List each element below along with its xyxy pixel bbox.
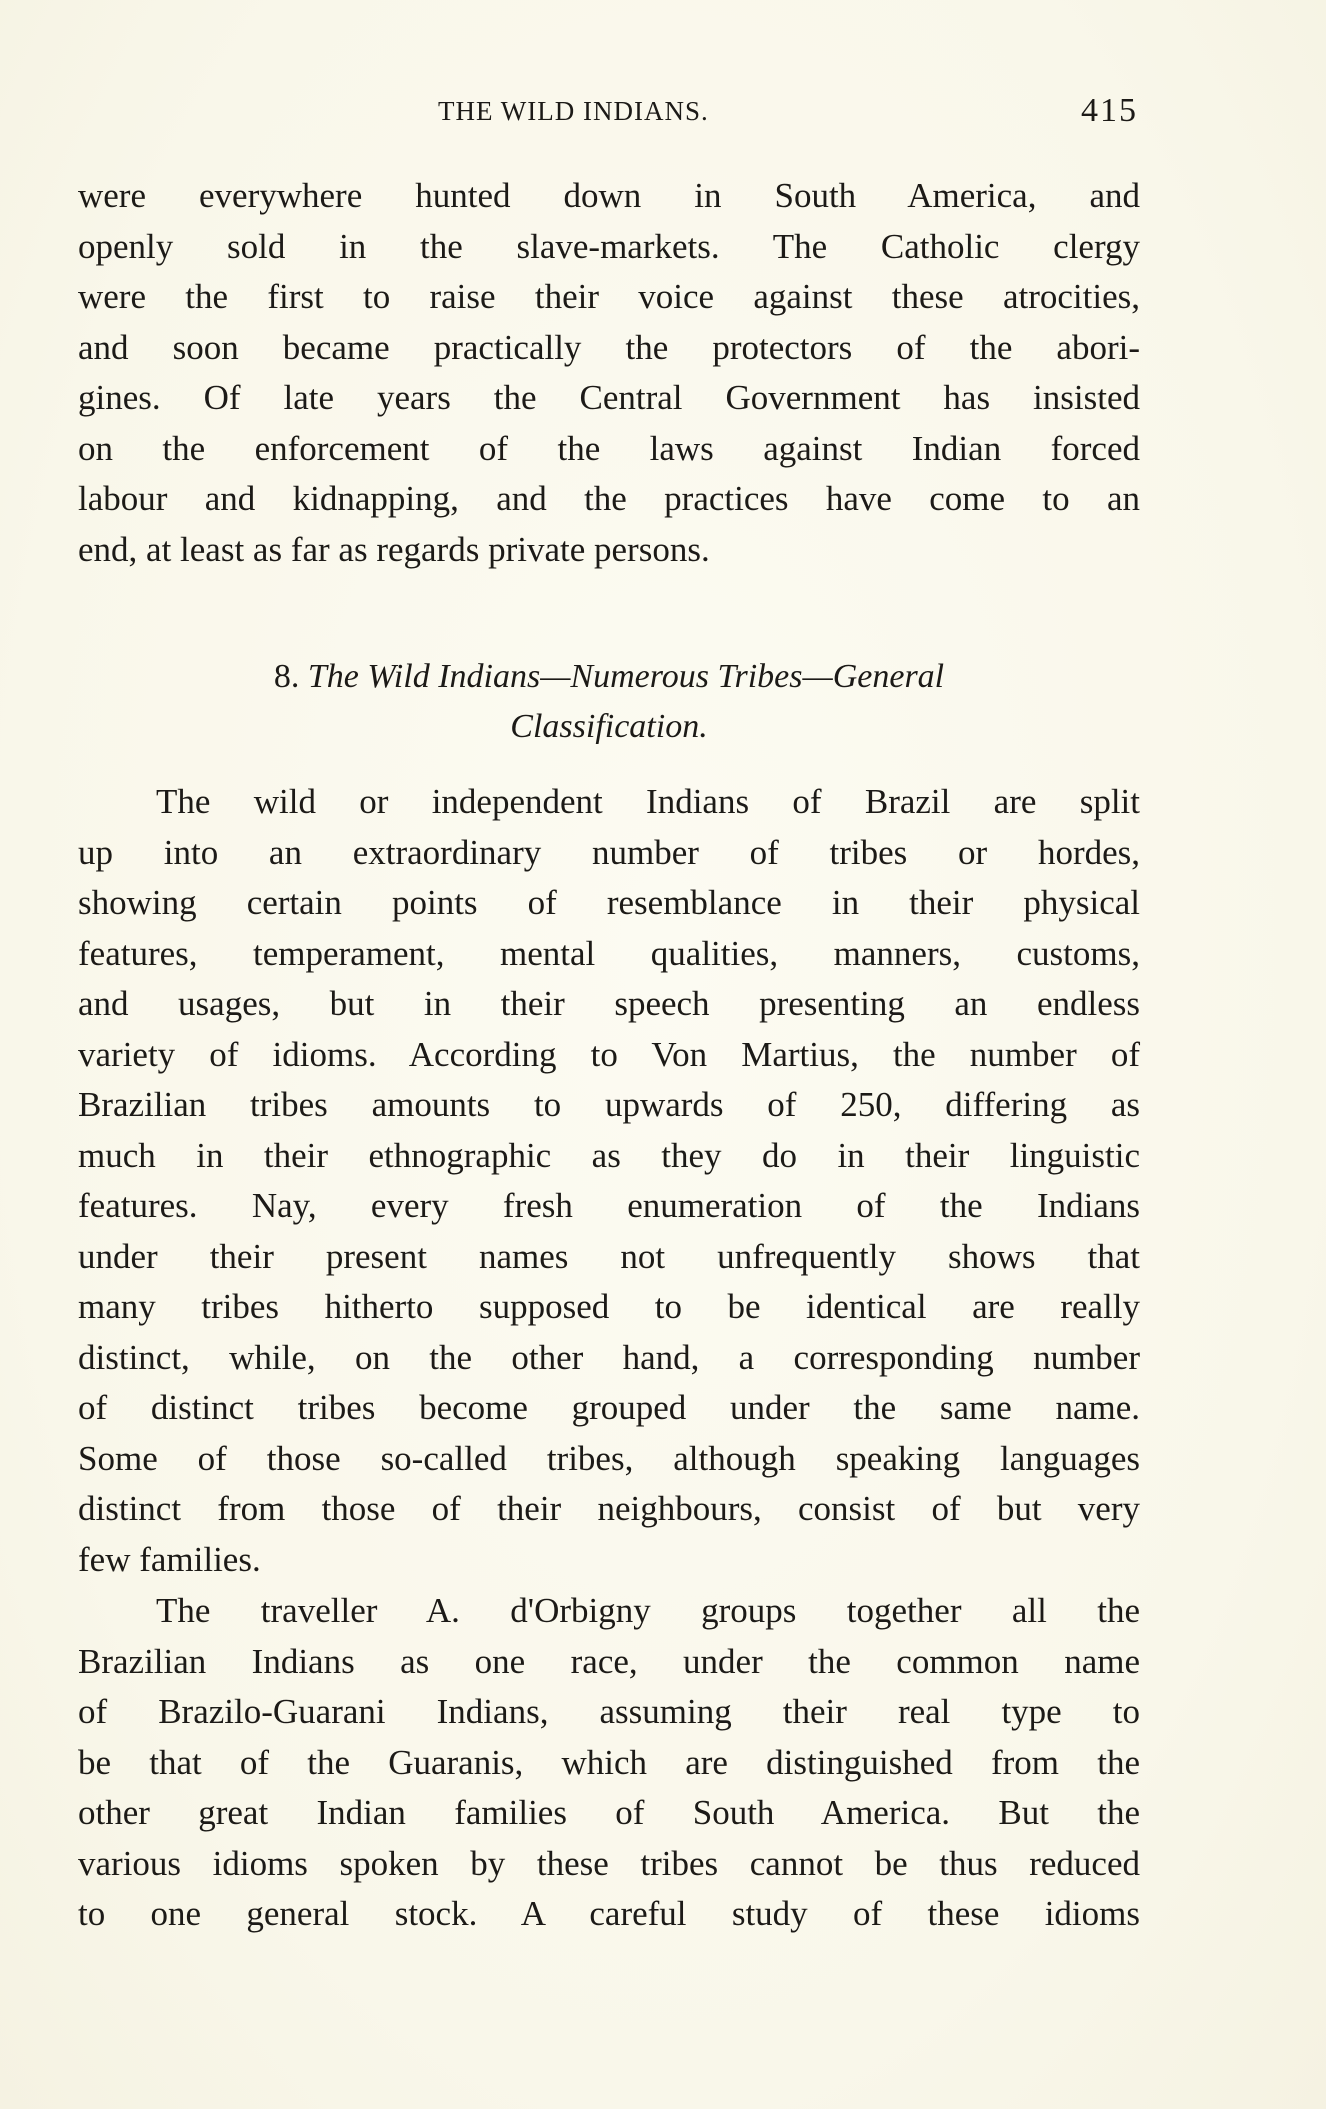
text-line: Some of those so-called tribes, although speaking languages bbox=[78, 1438, 1140, 1478]
text-line: showing certain points of resemblance in their physical bbox=[78, 883, 1140, 922]
running-head bbox=[78, 92, 1138, 132]
paragraph-dorbigny bbox=[78, 1586, 1140, 1940]
text-line: features, temperament, mental qualities, manners, customs, bbox=[78, 933, 1140, 973]
section-number: 8. bbox=[273, 658, 300, 695]
text-line: and usages, but in their speech presenting an endless bbox=[78, 984, 1140, 1023]
paragraph-wild-indians bbox=[78, 777, 1140, 1585]
paragraph-continuation bbox=[78, 171, 1140, 575]
text-line: to one general stock. A careful study of these idioms bbox=[78, 1894, 1140, 1933]
text-line: few families. bbox=[78, 1539, 261, 1579]
text-line: Brazilian tribes amounts to upwards of 250, differing as bbox=[78, 1085, 1140, 1124]
text-line: were everywhere hunted down in South America, and bbox=[78, 176, 1140, 215]
text-line: The traveller A. d'Orbigny groups together all the bbox=[156, 1591, 1140, 1630]
text-line: be that of the Guaranis, which are distinguished from the bbox=[78, 1742, 1140, 1782]
text-line: other great Indian families of South America. But the bbox=[78, 1793, 1140, 1832]
text-line: on the enforcement of the laws against Indian forced bbox=[78, 428, 1140, 468]
text-line: features. Nay, every fresh enumeration of the Indians bbox=[78, 1186, 1140, 1225]
text-line: and soon became practically the protectors of the abori- bbox=[78, 327, 1140, 367]
text-line: variety of idioms. According to Von Martius, the number of bbox=[78, 1034, 1140, 1074]
text-line: of Brazilo-Guarani Indians, assuming their real type to bbox=[78, 1692, 1140, 1731]
text-line: much in their ethnographic as they do in their linguistic bbox=[78, 1135, 1140, 1175]
text-line: were the first to raise their voice against these atrocities, bbox=[78, 277, 1140, 316]
text-line: openly sold in the slave-markets. The Catholic clergy bbox=[78, 226, 1140, 266]
section-heading-line-1 bbox=[78, 652, 1140, 702]
text-line: up into an extraordinary number of tribes or hordes, bbox=[78, 832, 1140, 872]
text-line: The wild or independent Indians of Brazil are split bbox=[156, 782, 1140, 821]
text-line: distinct from those of their neighbours, consist of but very bbox=[78, 1489, 1140, 1528]
text-line: labour and kidnapping, and the practices have come to an bbox=[78, 479, 1140, 518]
text-line: many tribes hitherto supposed to be identical are really bbox=[78, 1287, 1140, 1326]
page-number: 415 bbox=[1081, 92, 1138, 129]
text-line: Brazilian Indians as one race, under the common name bbox=[78, 1641, 1140, 1681]
text-line: various idioms spoken by these tribes cannot be thus reduced bbox=[78, 1843, 1140, 1883]
section-heading bbox=[78, 652, 1140, 752]
running-title: THE WILD INDIANS. bbox=[438, 96, 709, 126]
text-line: gines. Of late years the Central Government has insisted bbox=[78, 378, 1140, 417]
text-line: under their present names not unfrequently shows that bbox=[78, 1236, 1140, 1276]
section-title: The Wild Indians—Numerous Tribes—General bbox=[307, 658, 945, 695]
text-line: distinct, while, on the other hand, a corresponding number bbox=[78, 1337, 1140, 1377]
text-line: end, at least as far as regards private persons. bbox=[78, 529, 710, 569]
section-title-continuation: Classification. bbox=[510, 708, 708, 745]
text-line: of distinct tribes become grouped under the same name. bbox=[78, 1388, 1140, 1427]
